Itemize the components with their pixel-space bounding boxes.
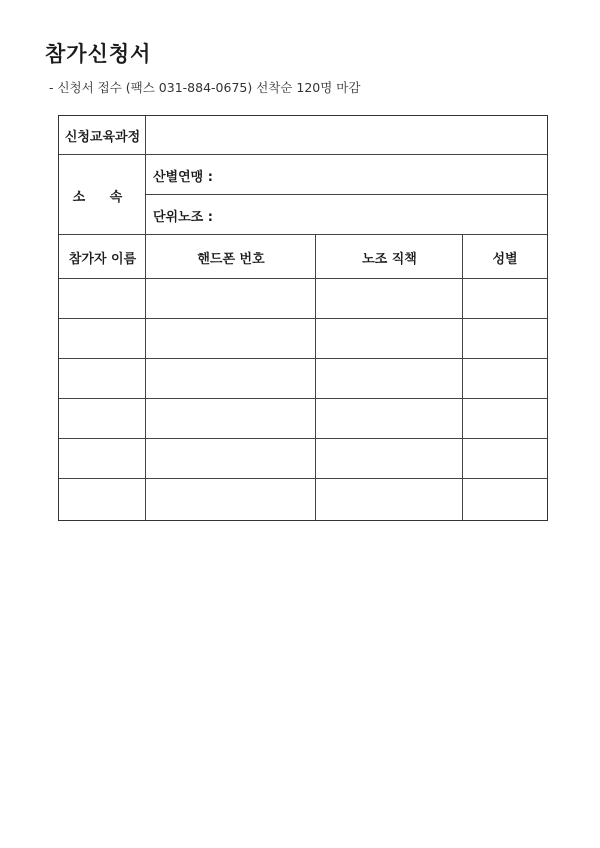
grid-line [146,194,547,195]
grid-line [59,358,547,359]
phone-cell[interactable] [146,399,316,439]
position-cell[interactable] [316,439,463,479]
grid-line [59,318,547,319]
course-label: 신청교육과정 [64,130,141,145]
name-cell[interactable] [59,359,146,399]
header-participant-name: 참가자 이름 [68,251,137,267]
gender-cell[interactable] [463,399,547,439]
name-cell[interactable] [59,399,146,439]
position-cell[interactable] [316,319,463,359]
grid-line [59,438,547,439]
gender-cell[interactable] [463,479,547,520]
grid-line [59,234,547,235]
application-form [58,115,548,521]
submission-notice: - 신청서 접수 (팩스 031-884-0675) 선착순 120명 마감 [49,80,361,95]
position-cell[interactable] [316,479,463,520]
grid-line [59,478,547,479]
union-field[interactable] [146,195,547,235]
header-gender: 성별 [492,251,518,267]
participant-row [59,359,547,399]
participant-row [59,479,547,520]
gender-cell[interactable] [463,279,547,319]
affiliation-label [59,155,146,235]
gender-cell[interactable] [463,359,547,399]
phone-cell[interactable] [146,279,316,319]
grid-line [59,398,547,399]
phone-cell[interactable] [146,479,316,520]
name-cell[interactable] [59,439,146,479]
name-cell[interactable] [59,279,146,319]
header-phone-number: 핸드폰 번호 [197,251,265,267]
phone-cell[interactable] [146,359,316,399]
grid-line [59,278,547,279]
name-cell[interactable] [59,319,146,359]
participant-row [59,439,547,479]
page-title: 참가신청서 [45,42,152,66]
name-cell[interactable] [59,479,146,520]
participant-row [59,279,547,319]
phone-cell[interactable] [146,319,316,359]
gender-cell[interactable] [463,319,547,359]
grid-line [59,154,547,155]
course-field[interactable] [146,116,547,155]
gender-cell[interactable] [463,439,547,479]
union-label: 단위노조 : [153,209,213,225]
position-cell[interactable] [316,279,463,319]
federation-label: 산별연맹 : [153,169,213,185]
position-cell[interactable] [316,359,463,399]
participant-row [59,319,547,359]
participant-row [59,399,547,439]
affiliation-label-text: 소 속 [72,189,133,205]
header-union-position: 노조 직책 [362,251,417,267]
position-cell[interactable] [316,399,463,439]
federation-field[interactable] [146,155,547,195]
phone-cell[interactable] [146,439,316,479]
